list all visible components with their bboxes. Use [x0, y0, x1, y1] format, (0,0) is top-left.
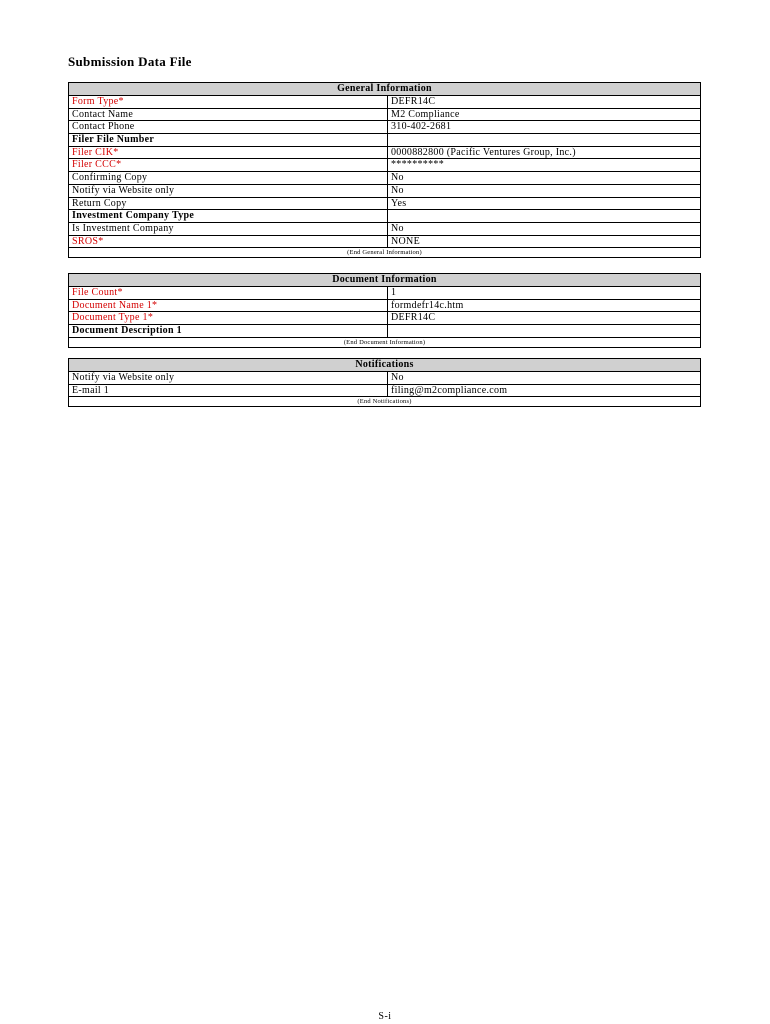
section-end-note: (End Document Information)	[343, 338, 426, 346]
field-label: Form Type*	[69, 96, 388, 108]
table-row	[69, 312, 700, 325]
field-label: Contact Name	[69, 109, 388, 121]
table-row	[69, 121, 700, 134]
table-row	[69, 300, 700, 313]
field-label: Document Description 1	[69, 325, 388, 337]
section-header: General Information	[69, 83, 700, 96]
rows-container	[69, 96, 700, 248]
field-value	[388, 325, 700, 337]
table-row	[69, 96, 700, 109]
field-value: **********	[391, 159, 444, 171]
field-label: Filer CIK*	[69, 147, 388, 159]
general-information-section	[68, 82, 701, 258]
field-value: DEFR14C	[391, 312, 436, 324]
field-label: Filer File Number	[69, 134, 388, 146]
field-value: 1	[391, 287, 397, 298]
rows-container	[69, 372, 700, 397]
rows-container	[69, 287, 700, 338]
section-end-note: (End General Information)	[347, 249, 422, 257]
field-label: Contact Phone	[69, 121, 388, 133]
table-row	[69, 198, 700, 211]
table-row	[69, 210, 700, 223]
field-label: Notify via Website only	[69, 185, 388, 197]
field-value	[388, 210, 700, 222]
notifications-section	[68, 358, 701, 407]
field-value: No	[391, 222, 404, 234]
table-row	[69, 185, 700, 198]
section-end-note: (End Notifications)	[357, 398, 412, 406]
section-header: Notifications	[69, 359, 700, 372]
field-label: E-mail 1	[69, 385, 388, 397]
field-label: Confirming Copy	[69, 172, 388, 184]
page-number: S-i	[378, 1011, 392, 1022]
field-label: Document Type 1*	[69, 312, 388, 324]
document-information-section	[68, 273, 701, 348]
table-row	[69, 372, 700, 385]
table-row	[69, 236, 700, 249]
field-label: Notify via Website only	[69, 372, 388, 384]
field-value: No	[391, 372, 404, 383]
field-label: SROS*	[69, 236, 388, 248]
field-value: 310-402-2681	[391, 121, 452, 133]
table-row	[69, 325, 700, 338]
field-label: Return Copy	[69, 198, 388, 210]
page-title: Submission Data File	[68, 54, 192, 69]
table-row	[69, 159, 700, 172]
field-value: formdefr14c.htm	[391, 299, 464, 311]
field-label: File Count*	[69, 287, 388, 299]
field-value: DEFR14C	[391, 96, 436, 107]
table-row	[69, 147, 700, 160]
field-label: Investment Company Type	[69, 210, 388, 222]
field-value: NONE	[391, 235, 420, 247]
table-row	[69, 287, 700, 300]
field-label: Is Investment Company	[69, 223, 388, 235]
field-value: filing@m2compliance.com	[391, 384, 508, 396]
table-row	[69, 385, 700, 398]
table-row	[69, 134, 700, 147]
field-value: Yes	[391, 197, 407, 209]
table-row	[69, 172, 700, 185]
table-row	[69, 223, 700, 236]
field-value: No	[391, 184, 404, 196]
section-header: Document Information	[69, 274, 700, 287]
field-value: M2 Compliance	[391, 108, 460, 120]
field-label: Document Name 1*	[69, 300, 388, 312]
field-value	[388, 134, 700, 146]
table-row	[69, 109, 700, 122]
field-label: Filer CCC*	[69, 159, 388, 171]
field-value: 0000882800 (Pacific Ventures Group, Inc.)	[391, 146, 576, 158]
field-value: No	[391, 172, 404, 184]
